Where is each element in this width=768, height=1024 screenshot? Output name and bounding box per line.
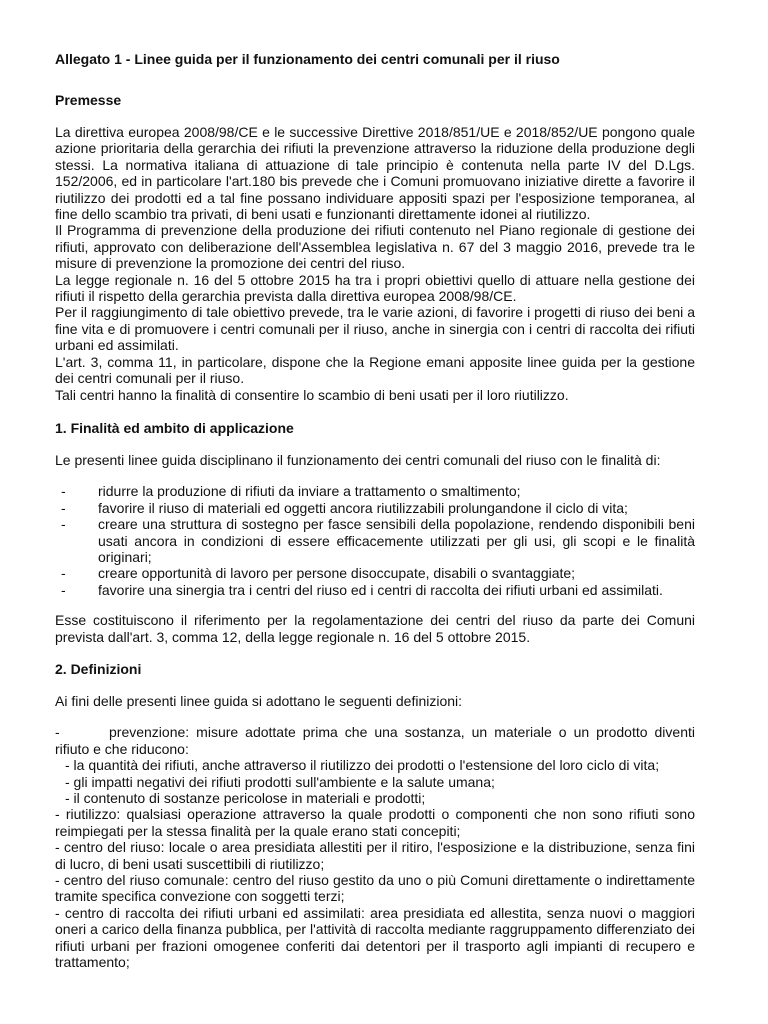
premesse-paragraph: Per il raggiungimento di tale obiettivo prevede, tra le varie azioni, di favorire i progetti di riuso dei beni a fine vita e di promuovere i centri comunali per il riuso, anche in sinergia con i centri di raccolta dei rifiuti urbani ed assimilati. — [55, 304, 695, 354]
list-item: - creare opportunità di lavoro per persone disoccupate, disabili o svantaggiate; — [55, 565, 695, 581]
definition-prevention — [55, 724, 695, 757]
premesse-paragraph: Tali centri hanno la finalità di consentire lo scambio di beni usati per il loro riutilizzo. — [55, 386, 569, 403]
list-item: - ridurre la produzione di rifiuti da inviare a trattamento o smaltimento; — [55, 483, 695, 499]
premesse-paragraph: La direttiva europea 2008/98/CE e le successive Direttive 2018/851/UE e 2018/852/UE pongono quale azione prioritaria della gerarchia dei rifiuti la prevenzione attraverso la riduzione della produzione degli stessi. La normativa italiana di attuazione di tale principio è contenuta nella parte IV del D.Lgs. 152/2006, ed in particolare l'art.180 bis prevede che i Comuni promuovano iniziative dirette a favorire il riutilizzo dei prodotti ed a tal fine possano individuare appositi spazi per l'esposizione temporanea, al fine dello scambio tra privati, di beni usati e funzionanti direttamente idonei al riutilizzo. — [55, 124, 695, 223]
premesse-heading: Premesse — [55, 92, 122, 108]
section2-intro: Ai fini delle presenti linee guida si adottano le seguenti definizioni: — [55, 692, 463, 709]
premesse-paragraph: La legge regionale n. 16 del 5 ottobre 2015 ha tra i propri obiettivi quello di attuare nella gestione dei rifiuti il rispetto della gerarchia prevista dalla direttiva europea 2008/98/CE. — [55, 271, 695, 305]
definition-subitem: - il contenuto di sostanze pericolose in materiali e prodotti; — [65, 790, 426, 806]
premesse-paragraph: Il Programma di prevenzione della produzione dei rifiuti contenuto nel Piano regionale di gestione dei rifiuti, approvato con deliberazione dell'Assemblea legislativa n. 67 del 3 maggio 2016, prevede tra le misure di prevenzione la promozione dei centri del riuso. — [55, 222, 695, 272]
list-item: - favorire il riuso di materiali ed oggetti ancora riutilizzabili prolungandone il ciclo di vita; — [55, 500, 695, 516]
definition-dash: - — [55, 724, 60, 741]
section1-list — [55, 483, 695, 598]
definition-prevention-text: prevenzione: misure adottate prima che una sostanza, un materiale o un prodotto diventi rifiuto e che riducono: — [55, 724, 695, 757]
list-item: - favorire una sinergia tra i centri del riuso ed i centri di raccolta dei rifiuti urbani ed assimilati. — [55, 582, 695, 598]
definition-item: - centro del riuso: locale o area presidiata allestiti per il ritiro, l'esposizione e la distribuzione, senza fini di lucro, di beni usati suscettibili di riutilizzo; — [55, 839, 695, 872]
definitions-block — [55, 724, 695, 970]
section1-closing: Esse costituiscono il riferimento per la regolamentazione dei centri del riuso da parte dei Comuni prevista dall'art. 3, comma 12, della legge regionale n. 16 del 5 ottobre 2015. — [55, 612, 695, 645]
list-item: - creare una struttura di sostegno per fasce sensibili della popolazione, rendendo disponibili beni usati ancora in condizioni di essere efficacemente utilizzati per gli usi, gli scopi e le finalità originari; — [55, 516, 695, 565]
section1-heading: 1. Finalità ed ambito di applicazione — [55, 419, 294, 436]
definition-subitem: - la quantità dei rifiuti, anche attraverso il riutilizzo dei prodotti o l'estensione del loro ciclo di vita; — [65, 757, 660, 774]
premesse-body — [55, 124, 695, 403]
definition-item: - centro di raccolta dei rifiuti urbani ed assimilati: area presidiata ed allestita, senza nuovi o maggiori oneri a carico della finanza pubblica, per l'attività di raccolta mediante raggruppamento differenziato dei rifiuti urbani per frazioni omogenee conferiti dai detentori per il trasporto agli impianti di recupero e trattamento; — [55, 904, 695, 971]
premesse-paragraph: L'art. 3, comma 11, in particolare, dispone che la Regione emani apposite linee guida per la gestione dei centri comunali per il riuso. — [55, 353, 695, 387]
definition-subitem: - gli impatti negativi dei rifiuti prodotti sull'ambiente e la salute umana; — [65, 773, 495, 790]
document-page — [55, 0, 695, 970]
section2-heading: 2. Definizioni — [55, 660, 142, 677]
document-title: Allegato 1 - Linee guida per il funzionamento dei centri comunali per il riuso — [55, 51, 560, 67]
definition-item: - centro del riuso comunale: centro del riuso gestito da uno o più Comuni direttamente o indirettamente tramite specifica convezione con soggetti terzi; — [55, 872, 695, 905]
definition-item: - riutilizzo: qualsiasi operazione attraverso la quale prodotti o componenti che non sono rifiuti sono reimpiegati per la stessa finalità per la quale erano stati concepiti; — [55, 806, 695, 839]
section1-intro: Le presenti linee guida disciplinano il funzionamento dei centri comunali del riuso con le finalità di: — [55, 451, 661, 468]
